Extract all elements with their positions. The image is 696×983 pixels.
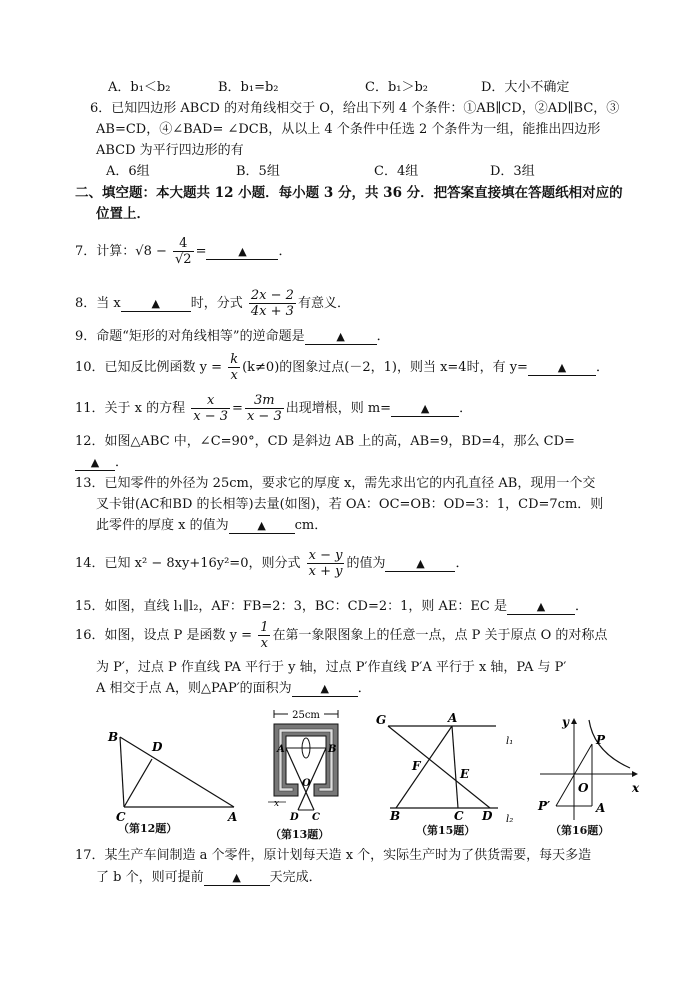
q6-option-c: C．4组	[374, 164, 419, 179]
q7-numerator: 4	[173, 236, 194, 252]
q11	[75, 393, 472, 424]
q5-option-c: C．b₁＞b₂	[365, 80, 429, 95]
fig15-segment-ac	[452, 726, 458, 808]
fig13-label-o: O	[302, 778, 311, 789]
q17-end: 天完成．	[269, 870, 322, 885]
fig13-width-label: 25cm	[292, 710, 320, 721]
q8-prefix: 8．当 x	[75, 296, 121, 311]
q8	[75, 288, 350, 319]
figure-16	[532, 712, 652, 824]
fig15-segment-ab	[396, 726, 452, 808]
q10-denominator: x	[230, 368, 238, 383]
q10-mid: (k≠0)的图象过点(－2，1)，则当 x=4时，有 y=	[242, 360, 528, 375]
figure-13	[258, 708, 358, 826]
q11-fraction-left	[191, 393, 230, 424]
q9-end: ．	[376, 329, 390, 344]
q14-answer-blank[interactable]: ▲	[385, 557, 455, 572]
fig12-altitude-cd	[124, 759, 152, 807]
q14-prefix: 14．已知 x² − 8xy+16y²=0，则分式	[75, 556, 301, 571]
fig12-label-d: D	[152, 740, 163, 754]
fig12-label-b: B	[108, 730, 119, 744]
q8-fraction	[249, 288, 296, 319]
q8-denominator: 4x + 3	[250, 304, 294, 319]
q7-expr: √8 −	[135, 244, 167, 259]
q11-answer-blank[interactable]: ▲	[391, 402, 459, 417]
q16-denominator: x	[260, 636, 269, 651]
q8-numerator: 2x − 2	[250, 288, 294, 303]
q15-answer-blank[interactable]: ▲	[507, 600, 575, 615]
fig15-label-c: C	[454, 809, 464, 823]
fig13-label-d: D	[290, 812, 299, 823]
fig16-x-axis-arrow	[632, 771, 638, 777]
q10-end: ．	[595, 360, 609, 375]
q11-end: ．	[459, 401, 473, 416]
figure-15	[370, 712, 530, 824]
q6-option-a: A．6组	[106, 164, 150, 179]
q7-answer-blank[interactable]: ▲	[206, 245, 278, 260]
q8-end: 有意义．	[297, 296, 350, 311]
fig15-label-l1: l₁	[506, 736, 514, 747]
q6-option-b: B．5组	[236, 164, 280, 179]
q16-mid: 在第一象限图象上的任意一点，点 P 关于原点 O 的对称点	[272, 628, 608, 643]
q7-end: ．	[278, 244, 292, 259]
fig13-label-c: C	[312, 812, 320, 823]
q13-line2: 叉卡钳(AC和BD 的长相等)去量(如图)，若 OA：OC=OB：OD=3：1，CD=7cm．则	[96, 497, 604, 512]
q8-mid: 时，分式	[190, 296, 243, 311]
q6-option-d: D．3组	[490, 164, 535, 179]
fig13-label-x: x	[274, 799, 280, 809]
fig16-label-a: A	[596, 801, 606, 815]
fig15-label-l2: l₂	[506, 814, 514, 824]
fig15-label-e: E	[460, 767, 470, 781]
q11-prefix: 11．关于 x 的方程	[75, 401, 186, 416]
fig15-caption: （第15题）	[416, 824, 476, 837]
q7-denominator: √2	[175, 252, 192, 267]
q5-option-b: B．b₁=b₂	[218, 80, 279, 95]
q15-prefix: 15．如图，直线 l₁∥l₂，AF：FB=2：3，BC：CD=2：1，则 AE：EC 是	[75, 599, 507, 614]
q14-mid: 的值为	[346, 556, 386, 571]
q12-answer-blank[interactable]: ▲	[75, 456, 115, 471]
q9-prefix: 9．命题“矩形的对角线相等”的逆命题是	[75, 329, 305, 344]
fig15-label-b: B	[390, 809, 401, 823]
q6-line1: 6．已知四边形 ABCD 的对角线相交于 O，给出下列 4 个条件：①AB∥CD，②AD∥BC，③	[90, 101, 620, 116]
q17-line2	[96, 869, 322, 887]
fig16-label-o: O	[578, 781, 589, 795]
q6-line2: AB=CD，④∠BAD= ∠DCB，从以上 4 个条件中任选 2 个条件为一组，能推出四边形	[96, 122, 601, 137]
q8-answer-blank[interactable]: ▲	[121, 297, 191, 312]
q10-prefix: 10．已知反比例函数 y =	[75, 360, 223, 375]
fig12-label-a: A	[228, 810, 238, 824]
fig16-caption: （第16题）	[550, 824, 610, 837]
q10-fraction	[228, 352, 240, 383]
q11-equals: =	[232, 401, 243, 416]
q6-line3: ABCD 为平行四边形的有	[96, 143, 244, 158]
q11-mid: 出现增根，则 m=	[285, 401, 392, 416]
section2-heading-line1: 二、填空题：本大题共 12 小题．每小题 3 分，共 36 分．把答案直接填在答题纸相对应的	[75, 185, 623, 201]
fig16-label-p: P	[596, 733, 606, 747]
fig16-label-p-prime: P′	[538, 799, 551, 813]
q12-line2	[75, 454, 128, 472]
q12-line1: 12．如图△ABC 中，∠C=90°，CD 是斜边 AB 上的高，AB=9，BD=4，那么 CD=	[75, 434, 575, 449]
q5-option-a: A．b₁＜b₂	[108, 80, 171, 95]
q7-fraction	[173, 236, 194, 267]
q16-prefix: 16．如图，设点 P 是函数 y =	[75, 628, 253, 643]
q17-line1: 17．某生产车间制造 a 个零件，原计划每天造 x 个，实际生产时为了供货需要，每天多造	[75, 848, 592, 863]
q15-end: ．	[574, 599, 588, 614]
fig15-label-f: F	[412, 759, 421, 773]
q14-fraction	[307, 548, 345, 579]
q14	[75, 548, 469, 580]
fig16-label-y: y	[562, 715, 569, 729]
q11-denominator-right: x − 3	[246, 409, 282, 424]
q11-fraction-right	[245, 393, 284, 424]
q7-prefix: 7．计算：	[75, 244, 136, 259]
figure-12	[100, 725, 250, 825]
q16-fraction	[258, 620, 270, 651]
fig13-label-a: A	[277, 744, 285, 755]
q5-option-d: D．大小不确定	[481, 80, 570, 95]
q15	[75, 598, 588, 616]
q9-answer-blank[interactable]: ▲	[305, 330, 377, 345]
q7	[75, 236, 292, 267]
q16-line1	[75, 620, 607, 651]
q11-numerator-right: 3m	[245, 393, 284, 409]
fig15-segment-gd	[388, 726, 490, 808]
q14-end: ．	[455, 556, 469, 571]
q13-line1: 13．已知零件的外径为 25cm，要求它的厚度 x，需先求出它的内孔直径 AB，现用一个交	[75, 476, 596, 491]
fig16-label-x: x	[632, 781, 640, 795]
section2-heading-line2: 位置上．	[96, 206, 150, 222]
q17-line2-text: 了 b 个，则可提前	[96, 870, 204, 885]
q13-line3	[96, 517, 327, 535]
q9	[75, 328, 390, 346]
q16-end: ．	[357, 681, 371, 696]
q16-answer-blank[interactable]: ▲	[292, 682, 358, 697]
q10-answer-blank[interactable]: ▲	[528, 361, 596, 376]
fig15-label-d: D	[482, 809, 493, 823]
q7-equals: =	[195, 244, 207, 259]
q16-line3-text: A 相交于点 A，则△PAP′的面积为	[96, 681, 292, 696]
fig15-label-a: A	[448, 712, 458, 725]
fig13-caption: （第13题）	[270, 828, 330, 841]
fig13-label-b: B	[328, 744, 337, 755]
q16-numerator: 1	[260, 620, 269, 635]
q14-numerator: x − y	[308, 548, 343, 563]
q13-answer-blank[interactable]: ▲	[229, 519, 295, 534]
fig12-caption: （第12题）	[118, 822, 178, 835]
q16-line3	[96, 680, 371, 698]
q11-denominator-left: x − 3	[193, 409, 229, 424]
fig12-label-c: C	[116, 810, 126, 824]
fig12-side-ba	[120, 737, 234, 807]
q16-line2: 为 P′，过点 P 作直线 PA 平行于 y 轴，过点 P′作直线 P′A 平行于 x 轴，PA 与 P′	[96, 660, 567, 675]
q17-answer-blank[interactable]: ▲	[204, 871, 270, 886]
q14-denominator: x + y	[308, 564, 343, 579]
q13-unit: cm．	[294, 518, 328, 533]
q12-end: ．	[115, 455, 129, 470]
fig15-label-g: G	[376, 713, 387, 727]
q10	[75, 352, 609, 383]
fig12-side-bc	[120, 737, 124, 807]
q13-line3-text: 此零件的厚度 x 的值为	[96, 518, 229, 533]
q11-numerator-left: x	[191, 393, 230, 409]
q10-numerator: k	[230, 352, 239, 367]
fig16-y-axis-arrow	[571, 718, 577, 724]
